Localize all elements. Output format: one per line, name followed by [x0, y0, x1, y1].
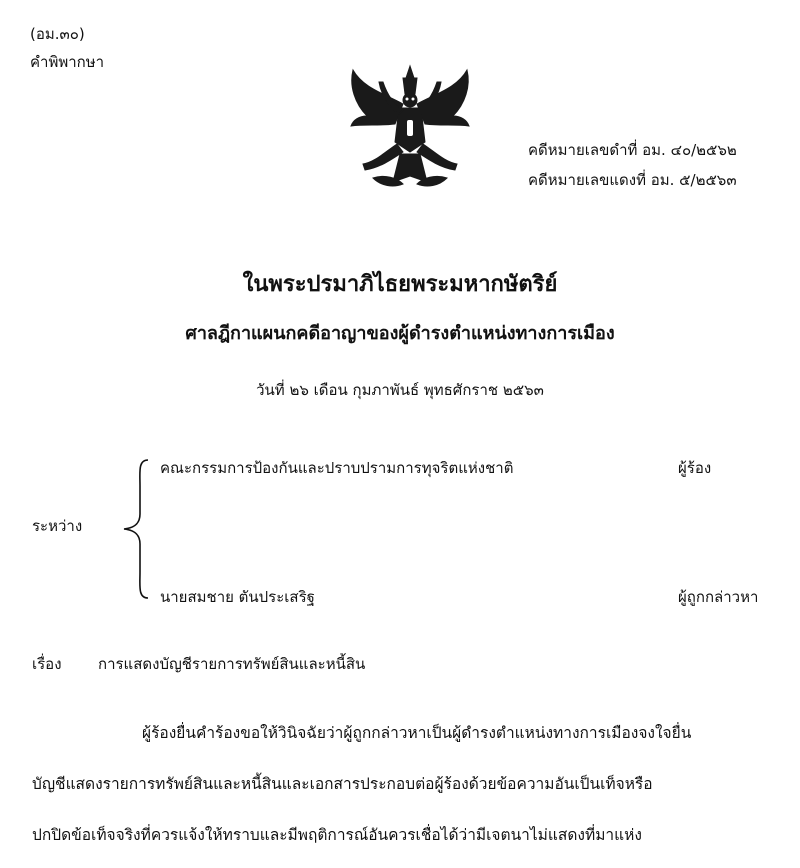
- garuda-emblem: [345, 64, 475, 196]
- page-title: ในพระปรมาภิไธยพระมหากษัตริย์: [242, 272, 558, 297]
- body-line: บัญชีแสดงรายการทรัพย์สินและหนี้สินและเอกสารประกอบต่อผู้ร้องด้วยข้อความอันเป็นเท็จหรือ: [32, 775, 653, 793]
- plaintiff-name: คณะกรรมการป้องกันและปราบปรามการทุจริตแห่งชาติ: [160, 459, 514, 477]
- black-case-number: คดีหมายเลขดำที่ อม. ๔๐/๒๕๖๒: [528, 141, 737, 159]
- document-type: คำพิพากษา: [30, 53, 105, 71]
- subject-text: การแสดงบัญชีรายการทรัพย์สินและหนี้สิน: [98, 655, 366, 673]
- body-line: ปกปิดข้อเท็จจริงที่ควรแจ้งให้ทราบและมีพฤติการณ์อันควรเชื่อได้ว่ามีเจตนาไม่แสดงที่มาแห่ง: [32, 826, 642, 844]
- defendant-role: ผู้ถูกกล่าวหา: [678, 588, 759, 606]
- plaintiff-role: ผู้ร้อง: [678, 459, 712, 477]
- defendant-name: นายสมชาย ตันประเสริฐ: [160, 588, 315, 606]
- court-name: ศาลฎีกาแผนกคดีอาญาของผู้ดำรงตำแหน่งทางการเมือง: [185, 323, 615, 344]
- brace-icon: [118, 456, 154, 602]
- subject-label: เรื่อง: [32, 655, 62, 673]
- body-line: ผู้ร้องยื่นคำร้องขอให้วินิจฉัยว่าผู้ถูกกล่าวหาเป็นผู้ดำรงตำแหน่งทางการเมืองจงใจยื่น: [142, 724, 692, 742]
- between-label: ระหว่าง: [32, 517, 83, 535]
- form-code: (อม.๓๐): [30, 25, 85, 43]
- red-case-number: คดีหมายเลขแดงที่ อม. ๕/๒๕๖๓: [528, 171, 737, 189]
- judgment-date: วันที่ ๒๖ เดือน กุมภาพันธ์ พุทธศักราช ๒๕๖๓: [256, 381, 544, 399]
